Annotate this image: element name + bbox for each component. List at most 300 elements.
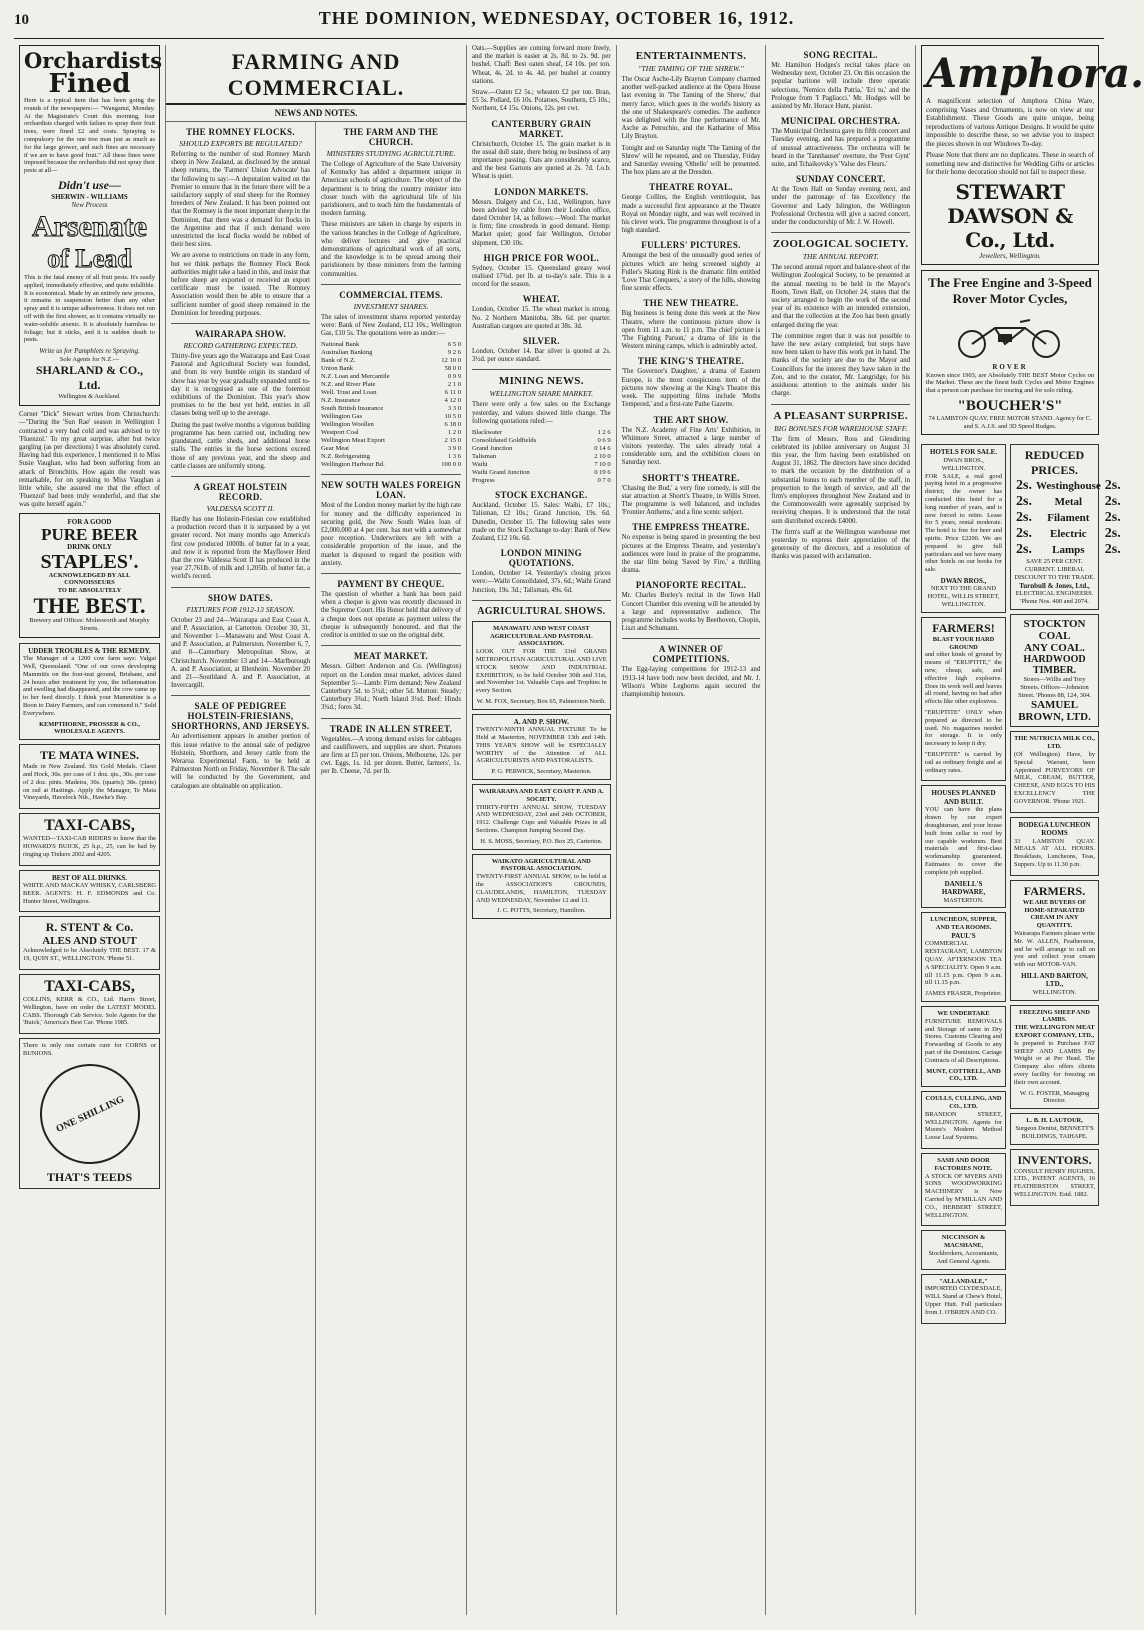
quotation-price: 1 2 0: [447, 429, 461, 437]
ad-headline: "ALLANDALE,": [939, 1277, 988, 1285]
column-ads-left: [14, 45, 166, 1615]
ad-headline: FREEZING SHEEP AND LAMBS.: [1019, 1008, 1090, 1024]
lamp-price-cell: 2s.: [1016, 478, 1032, 494]
lamp-price-cell: 2s.: [1104, 542, 1121, 558]
mining-quotation-table: [472, 429, 611, 485]
article-paragraph: During the past twelve months a vigorous building programme has been carried out, including new grandstand, cattle sheds, and additional horse stalls. The entries in the horse sections exceed those of any previous year, and the sheep and cattle classes are uniformly strong.: [171, 421, 310, 470]
lamp-price-cell: 2s.: [1104, 478, 1121, 494]
headline: THE KING'S THEATRE.: [637, 356, 745, 367]
quotation-name: Waihi Grand Junction: [472, 469, 530, 477]
quotation-price: 6 11 0: [444, 389, 461, 397]
subheadline: RECORD GATHERING EXPECTED.: [183, 341, 298, 351]
ad-hotels-for-sale: [921, 444, 1006, 612]
lamp-price-cell: Westinghouse: [1035, 480, 1101, 493]
ad-headline: Orchardists: [24, 48, 163, 73]
quotation-row: [321, 373, 461, 381]
ad-meat-export: [1010, 1005, 1099, 1110]
ad-headline: COULLS, CULLING, AND CO., LTD.: [925, 1095, 1002, 1110]
lamp-price-cell: 2s.: [1104, 494, 1121, 510]
ad-process: New Process: [71, 201, 108, 210]
subheadline: MINISTERS STUDYING AGRICULTURE.: [326, 149, 456, 158]
lamp-price-cell: Filament: [1047, 512, 1090, 525]
masthead: [14, 8, 1104, 39]
ad-text: Here is a typical item that has been going the rounds of the newspapers:— "Wanganui, Monday. At the Magistrate's Court this morning, four orchardists charged with failure to spray their fruit trees, were fined £2 and costs. Spraying is compulsory for the one tree man just as much as for the large grower, and such fines are necessary if we are to have good fruit." All these fines were imposed because the orchardists did not spray their pests at all—: [24, 97, 155, 175]
ad-headline: HOTELS FOR SALE.: [929, 448, 998, 457]
ad-allandale: [921, 1274, 1006, 1324]
ad-te-mata-wines: [19, 744, 160, 809]
article-paragraph: Auckland, October 15. Sales: Waihi, £7 10s.; Talisman, £2 10s.; Grand Junction, 19s. 6d. Dunedin, October 15. The following sales were made on the Stock Exchange to-day: Bank of New Zealand, £12 10s. 6d.: [472, 502, 611, 542]
ad-line: DRINK ONLY: [67, 543, 112, 552]
ad-best-drinks: [19, 870, 160, 913]
article-paragraph: No expense is being spared in presenting the best pictures at the Empress Theatre, and yesterday's audiences were loud in praise of the programme, the star film being 'Saved by Fire,' a thrilling drama.: [621, 534, 761, 575]
headline: THE NEW THEATRE.: [643, 298, 739, 309]
article-paragraph: Christchurch, October 15. The grain market is in the usual dull state, there being no business of any importance passing. Oats are considerably scarce, and the best Gartons are quoted at 2s. 7d. f.o.b. Wheat is quiet.: [472, 140, 611, 181]
quotation-price: 4 12 0: [444, 397, 461, 405]
lamp-price-cell: 2s.: [1104, 510, 1121, 526]
ad-stent-ales: [19, 916, 160, 970]
quotation-price: 10 5 0: [444, 413, 461, 421]
headline: TRADE IN ALLEN STREET.: [329, 723, 453, 734]
ad-bodega-rooms: [1010, 817, 1099, 876]
headline: NEW SOUTH WALES FOREIGN LOAN.: [321, 480, 461, 501]
quotation-price: 9 2 6: [447, 349, 461, 357]
quotation-price: 2 15 0: [444, 437, 461, 445]
ad-text: Known since 1903, are Absolutely THE BEST Motor Cycles on the Market. These are the finest built Cycles and Motor Engines that a person can purchase for touring and for solo riding.: [926, 371, 1095, 395]
quotation-price: 6 5 0: [447, 341, 461, 349]
article-paragraph: George Collins, the English ventriloquist, has made a successful first appearance at the Theatre Royal on Monday night, and was well received in his clever work. The programme throughout is of a high standard.: [621, 194, 761, 235]
ad-subheadline: Fined: [48, 69, 131, 99]
headline: FULLERS' PICTURES.: [641, 240, 741, 251]
lamp-price-row: [1014, 494, 1123, 510]
quotation-name: Gear Meat: [321, 445, 350, 453]
column-farming-1: [166, 122, 316, 1615]
ad-headline: REDUCED PRICES.: [1024, 448, 1085, 478]
ad-headline: FARMERS!: [932, 620, 995, 635]
article-paragraph: The question of whether a bank has been paid when a cheque is given was recently discussed in the Supreme Court. His Honor held that delivery of a cheque does not operate as payment unless the cheque is subsequently honoured, and that the creditor is entitled to sue on the original debt.: [321, 591, 461, 640]
article-paragraph: Sydney, October 15. Queensland greasy wool realised 17¾d. per lb. at to-day's sale. This is a record for the season.: [472, 264, 611, 289]
section-farming-commercial: [166, 45, 467, 1615]
subheadline: SHOULD EXPORTS BE REGULATED?: [179, 139, 302, 148]
ad-headline: ANY COAL.: [1024, 641, 1085, 654]
article-paragraph: The College of Agriculture of the State University of Kentucky has added a department unique in American schools of agriculture. The object of the department is to bring the country minister into closer touch with the agricultural life of his parishioners, and to teach him the fundamentals of modern farming.: [321, 161, 461, 218]
article-paragraph: Vegetables.—A strong demand exists for cabbages and cauliflowers, and supplies are short. Potatoes are firm at £5 per ton. Onions, Melbourne, 12s. per cwt. Eggs, 1s. 1d. per dozen. Butter, farmers', 1s. per lb. Cheese, 7d. per lb.: [321, 735, 461, 776]
subheadline: BIG BONUSES FOR WAREHOUSE STAFF.: [774, 423, 908, 433]
column-ads-right: [916, 45, 1144, 1615]
ad-write: Write us for Pamphlets re Spraying.: [39, 347, 140, 356]
quotation-name: Well. Trust and Loan: [321, 389, 377, 397]
ad-reduced-prices: [1010, 444, 1121, 609]
headline: THE ROMNEY FLOCKS.: [186, 127, 295, 137]
headline: HIGH PRICE FOR WOOL.: [483, 252, 600, 263]
headline: LONDON MINING QUOTATIONS.: [500, 548, 582, 569]
headline: THE FARM AND THE CHURCH.: [343, 127, 439, 147]
quotation-name: Blackwater: [472, 429, 503, 437]
quotation-row: [472, 445, 611, 453]
article-paragraph: The firm of Messrs. Ross and Glendining celebrated its jubilee anniversary on August 31 this year, the firm having been established on August 31, 1862. The directors have since decided to mark the occasion by the distribution of a substantial bonus to each member of the staff, in proportion to the length of service, and all the firm's employees throughout New Zealand and in the Commonwealth were agreeably surprised by receiving cheques. It is understood that the total sum distributed exceeds £4000.: [771, 435, 911, 525]
ad-headline: BODEGA LUNCHEON ROOMS: [1018, 820, 1091, 838]
lamp-price-cell: Metal: [1054, 496, 1083, 509]
ad-agents: Sole Agents for N.Z.—: [59, 355, 120, 363]
ad-headline: LUNCHEON, SUPPER, AND TEA ROOMS.: [930, 916, 997, 932]
ad-text: IMPORTED CLYDESDALE, WILL Stand at Chew's Hotel, Upper Hutt. Full particulars from J. O'BRIEN AND CO.: [925, 1285, 1003, 1316]
subheadline: VALDESSA SCOTT II.: [206, 503, 275, 513]
quotation-price: 3 9 0: [447, 445, 461, 453]
quotation-price: 3 3 0: [447, 405, 461, 413]
ad-lautour-dentist: [1010, 1113, 1099, 1144]
lamp-price-cell: 2s.: [1104, 526, 1121, 542]
lamp-price-row: [1014, 542, 1123, 558]
quotation-name: Talisman: [472, 453, 497, 461]
ad-firm: SAMUEL BROWN, LTD.: [1018, 699, 1091, 724]
headline: PAYMENT BY CHEQUE.: [337, 579, 445, 590]
quotation-name: Wellington Gas: [321, 413, 363, 421]
ad-question: Didn't use—: [57, 177, 121, 192]
ad-text: BRANDON STREET, WELLINGTON. Agents for Moore's Modern Method Loose Leaf Systems.: [925, 1110, 1003, 1142]
ad-firm-sub: MASTERTON.: [943, 896, 984, 904]
ad-wairarapa-show: [472, 784, 611, 850]
headline: MEAT MARKET.: [353, 651, 429, 662]
ad-footer: J. C. POTTS, Secretary, Hamilton.: [497, 907, 586, 915]
ad-firm: NICCINSON & MACSHANE,: [941, 1234, 986, 1250]
quotation-name: Union Bank: [321, 365, 354, 373]
ad-text: WHITE AND MACKAY WHISKY, CARLSBERG BEER. AGENTS: H. F. EDMONDS and Co. Hunter Street, Wellington.: [23, 882, 156, 905]
ad-headline: MANAWATU AND WEST COAST AGRICULTURAL AND PASTORAL ASSOCIATION.: [490, 624, 593, 648]
ad-headline: HOUSES PLANNED AND BUILT.: [931, 789, 996, 806]
ad-body: This is the fatal enemy of all fruit pests. It's easily applied, immediately effective, and quite infallible. It is economical. Made by an entirely new process, it remains in suspension better than any other spray and it is unique adhesiveness. It does not run off with the first shower, as it contains virtually no water-soluble arsenic. It is absolutely harmless to foliage; but it sticks, and it is sudden death to pests.: [24, 273, 155, 344]
ad-headline: WAIKATO AGRICULTURAL AND PASTORAL ASSOCIATION.: [491, 857, 591, 873]
ad-teeds-corn-cure: [19, 1038, 160, 1189]
quotation-row: [321, 445, 461, 453]
ad-headline: FARMERS.: [1023, 883, 1086, 898]
ad-firm-sub: Surgeon Dentist, BENNETT'S BUILDINGS, TAIHAPE.: [1015, 1125, 1094, 1140]
section-subbanner: NEWS AND NOTES.: [166, 105, 466, 122]
article-paragraph: 'The Governor's Daughter,' a drama of Eastern Europe, is the most conspicuous item of the pictures now showing at the King's Theatre this week. The supporting films include 'Moths Tempered,' and a first-rate Pathe Gazette.: [621, 368, 761, 409]
ad-text: A STOCK OF MYERS AND SONS WOODWORKING MACHINERY is Now Carried by M'MILLAN AND CO., HERBERT STREET, WELLINGTON.: [925, 1172, 1003, 1219]
headline: A PLEASANT SURPRISE.: [773, 409, 908, 422]
ad-headline: THE NUTRICIA MILK CO., LTD.: [1014, 735, 1095, 751]
ad-big-word-2: of Lead: [47, 243, 132, 273]
article-paragraph: London, October 14. Bar silver is quoted at 2s. 3½d. per ounce standard.: [472, 348, 611, 364]
headline: AGRICULTURAL SHOWS.: [477, 605, 606, 617]
ad-text: COLLINS, KERR & CO., Ltd. Harris Street, Wellington, have on order the LATEST MODEL CABS. Thorough Cab Service. Sole Agents for the 'Buick,' America's Best Car. 'Phone 1985.: [23, 995, 156, 1027]
ad-footer: W. G. FOSTER, Managing Director.: [1019, 1089, 1090, 1105]
quotation-row: [472, 429, 611, 437]
quotation-row: [472, 477, 611, 485]
lamp-price-cell: Lamps: [1052, 544, 1085, 557]
quotation-price: 2 10 0: [594, 453, 611, 461]
ad-subheadline: DWAN BROS., WELLINGTON.: [941, 456, 986, 472]
headline: SHORTT'S THEATRE.: [642, 472, 740, 483]
quotation-name: Wellington Meat Export: [321, 437, 385, 445]
subheadline: WELLINGTON SHARE MARKET.: [489, 389, 594, 399]
ad-footer: P. G. PERWICK, Secretary, Masterton.: [491, 768, 592, 776]
ad-coulls-culling: [921, 1091, 1006, 1149]
article-paragraph: Referring to the number of stud Romney Marsh sheep in New Zealand, as disclosed by the annual sheep returns, the 'Farmers' Union Advocate' has the following to say:—A deputation waited on the Premier to ensure that in the future there will be a satisfactory supply of stud sheep for the Romney breeders of New Zealand. It has been pointed out that the Romney is the most important sheep in the Dominion, that there was a demand for flocks in the Argentine and that if such demand were unrestricted the local flocks would be robbed of their best sires.: [171, 151, 310, 249]
ad-headline: INVENTORS.: [1017, 1152, 1092, 1167]
ad-text: TWENTY-NINTH ANNUAL FIXTURE To be Held at Masterton, NOVEMBER 13th and 14th. THIS YEAR'S SHOW will be ESPECIALLY WORTHY of the Attention of ALL AGRICULTURISTS AND PASTORALISTS.: [476, 726, 607, 765]
quotation-row: [321, 461, 461, 469]
ad-headline: TE MATA WINES.: [39, 748, 140, 763]
ad-firm: "BOUCHER'S": [957, 397, 1063, 414]
quotation-row: [321, 437, 461, 445]
headline: A WINNER OF COMPETITIONS.: [652, 644, 730, 665]
quotation-row: [321, 405, 461, 413]
section-banner: FARMING AND COMMERCIAL.: [166, 45, 466, 105]
ad-text: THIRTY-FIFTH ANNUAL SHOW, TUESDAY AND WEDNESDAY, 23rd and 24th OCTOBER, 1912. Challenge Cups and Valuable Prizes in all Sections. Champion Jumping Second Day.: [476, 803, 607, 834]
ad-big-word-1: Arsenate: [32, 209, 147, 243]
headline: STOCK EXCHANGE.: [495, 490, 588, 501]
article-paragraph: Most of the London money market by the high rate for money and the difficulty experienced in securing gold, the New South Wales loan of £2,000,000 at 4 per cent. has met with a somewhat poor reception. Underwriters are left with a considerable proportion of the issue, and the market is disposed to regard the position with anxiety.: [321, 502, 461, 567]
quotation-price: 0 14 6: [594, 445, 611, 453]
ad-text: "ERUPTITE" ONLY when prepared as directed to be used. No magazines needed for storage. It is only necessary to keep it dry.: [925, 709, 1003, 748]
ad-rover-cycles: [921, 270, 1099, 435]
headline: SONG RECITAL.: [803, 50, 878, 60]
ad-subheadline: WE ARE BUYERS OF HOME-SEPARATED CREAM IN ANY QUANTITY.: [1022, 898, 1087, 930]
ad-line: ACKNOWLEDGED BY ALL: [48, 571, 131, 579]
ad-firm-sub: Stockbrokers, Accountants, And General Agents.: [928, 1249, 999, 1265]
quotation-row: [321, 357, 461, 365]
ad-column-left: [921, 440, 1006, 1327]
ad-text: Acknowledged to be Absolutely THE BEST. 17 & 19, QUIN ST., WELLINGTON. 'Phone 51.: [23, 947, 156, 963]
column-entertainments: [617, 45, 767, 1615]
quotation-row: [321, 453, 461, 461]
quotation-row: [321, 429, 461, 437]
ad-firm: KEMPTHORNE, PROSSER & CO., WHOLESALE AGENTS.: [39, 720, 140, 736]
quotation-name: Progress: [472, 477, 495, 485]
ad-inventors: [1010, 1149, 1099, 1206]
ad-firm-sub: 74 LAMBTON QUAY. FREE MOTOR STAND. Agency for C. and S. A.J.S. and 3D Speed Rudges.: [928, 414, 1092, 430]
subheadline: FIXTURES FOR 1912-13 SEASON.: [186, 604, 295, 614]
headline: MINING NEWS.: [498, 375, 584, 388]
ad-headline: SASH AND DOOR FACTORIES NOTE.: [934, 1156, 993, 1172]
ad-column-right: [1010, 440, 1121, 1327]
quotation-name: South British Insurance: [321, 405, 384, 413]
ad-niccinson: [921, 1230, 1006, 1269]
headline: MUNICIPAL ORCHESTRA.: [781, 116, 901, 127]
newspaper-title: THE DOMINION, WEDNESDAY, OCTOBER 16, 1912.: [318, 8, 795, 28]
ad-firm: MUNT, COTTRELL, AND CO., LTD.: [926, 1067, 1001, 1083]
ad-text: LOOK OUT FOR THE 33rd GRAND METROPOLITAN AGRICULTURAL AND LIVE STOCK SHOW AND INDUSTRIAL EXHIBITION, to be held October 30th and 31st, and November 1st. Valuable Cups and Trophies in every Section.: [476, 648, 607, 695]
ad-firm-sub: NEXT TO THE GRAND HOTEL, WILLIS STREET, WELLINGTON.: [927, 585, 1000, 609]
quotation-name: Westport Coal: [321, 429, 359, 437]
ad-headline: Amphora.: [926, 50, 1144, 97]
ad-subheadline: BLAST YOUR HARD GROUND: [932, 635, 995, 651]
quotation-price: 6 18 0: [444, 421, 461, 429]
ad-firm: PAUL'S: [951, 931, 976, 940]
lamp-price-row: [1014, 526, 1123, 542]
article-paragraph: Straw.—Oaten £2 5s.; wheaten £2 per ton. Bran, £5 5s. Pollard, £6 10s. Potatoes, Southern, £5 10s.; Northern, £4 15s. Onions, 12s. per cwt.: [472, 89, 611, 113]
article-paragraph: Mr. Charles Burley's recital in the Town Hall Concert Chamber this evening will be attended by a large and representative audience. The programme includes works by Beethoven, Chopin, Liszt and Schumann.: [621, 592, 761, 633]
article-paragraph: The N.Z. Academy of Fine Arts' Exhibition, in Whitmore Street, attracted a large number of visitors yesterday. The sales already total a considerable sum, and the exhibition closes on Saturday next.: [621, 426, 761, 467]
ad-text: COMMERCIAL RESTAURANT, LAMBTON QUAY. AFTERNOON TEA A SPECIALITY. Open 9 a.m. till 11.15 p.m. Open 9 a.m. till 11.15 p.m.: [925, 940, 1003, 987]
ad-line: Brewery and Offices: Molesworth and Murphy Streets.: [29, 617, 150, 632]
lamp-price-cell: Electric: [1050, 528, 1087, 541]
headline: ENTERTAINMENTS.: [635, 50, 747, 62]
quotation-price: 0 9 9: [447, 373, 461, 381]
quotation-row: [321, 421, 461, 429]
article-paragraph: Messrs. Gilbert Anderson and Co. (Wellington) report on the London meat market, advices dated September 5:—Lamb: Firm demand; New Zealand Canterbury 5d. to 5½d.; other 5d. Mutton: Steady; Canterbury 3¾d.; North Island 3½d. Beef: Hinds 3¾d.; fores 3d.: [321, 663, 461, 712]
ad-text: There is only one certain cure for CORNS or BUNIONS.: [23, 1042, 156, 1057]
ad-text: Stores—Willis and Tory Streets. Offices—Johnston Street. 'Phones 88, 124, 304.: [1018, 675, 1091, 699]
ad-firm: HILL AND BARTON, LTD.,: [1021, 971, 1088, 989]
ad-text: Wairarapa Farmers please write Mr. W. ALLEN, Featherston, and he will arrange to call on you and collect your cream with our MOTOR-VAN.: [1014, 929, 1096, 969]
lamp-price-row: [1014, 510, 1123, 526]
ad-headline: UDDER TROUBLES & THE REMEDY.: [28, 646, 151, 655]
article-paragraph: There were only a few sales on the Exchange yesterday, and values showed little change. The following quotations ruled:—: [472, 401, 611, 425]
ad-firm: DWAN BROS.,: [940, 576, 987, 585]
ad-stockton-coal: [1010, 614, 1099, 727]
ad-line: STAPLES'.: [40, 550, 139, 573]
quotation-row: [472, 453, 611, 461]
ad-firm-sub: WELLINGTON.: [1032, 988, 1077, 996]
article-paragraph: These ministers are taken in charge by experts in the various branches in the College of Agriculture, who deliver lectures and give practical demonstrations of agricultural work of all sorts, and the knowledge is to be spread among their parishioners by these ministers from the farming communities.: [321, 221, 461, 278]
ad-firm: DANIELL'S HARDWARE,: [941, 879, 986, 897]
column-markets: [467, 45, 617, 1615]
headline: SHOW DATES.: [208, 592, 273, 603]
headline: THEATRE ROYAL.: [649, 182, 733, 193]
headline: WHEAT.: [522, 294, 560, 305]
ad-line: FOR A GOOD: [67, 517, 112, 526]
ad-brand: SHERWIN - WILLIAMS: [51, 192, 128, 201]
quotation-row: [321, 349, 461, 357]
quotation-name: Consolidated Goldfields: [472, 437, 537, 445]
quotation-name: Bank of N.Z.: [321, 357, 356, 365]
ad-nutricia-milk: [1010, 731, 1099, 812]
ad-masterton-show: [472, 714, 611, 780]
lamp-price-cell: 2s.: [1016, 542, 1032, 558]
quotation-row: [321, 389, 461, 397]
quotation-price: 1 2 6: [597, 429, 611, 437]
ad-firm: Turnbull & Jones, Ltd.,: [1019, 581, 1090, 590]
ad-farmers-cream: [1010, 880, 1099, 1001]
subheadline: THE ANNUAL REPORT.: [802, 252, 879, 262]
quotation-price: 1 3 6: [447, 453, 461, 461]
lamp-price-cell: 2s.: [1016, 526, 1032, 542]
ad-stamp: ONE SHILLING: [23, 1047, 156, 1180]
ad-subheadline: ALES AND STOUT: [42, 935, 137, 948]
ad-firm-sub: Jewellers, Wellington.: [979, 251, 1041, 260]
ad-brand: ROVER: [992, 363, 1028, 371]
ad-headline: TAXI-CABS,: [44, 977, 135, 995]
lamp-price-cell: 2s.: [1016, 494, 1032, 510]
ad-text: 33 LAMBTON QUAY. MEALS AT ALL HOURS. Breakfasts, Luncheons, Teas, Suppers. Up to 11.30 p.m.: [1014, 837, 1096, 868]
ad-footer: H. S. MOSS, Secretary, P.O. Box 25, Carterton.: [480, 837, 603, 845]
headline: COMMERCIAL ITEMS.: [339, 289, 443, 300]
article-paragraph: At the Town Hall on Sunday evening next, and under the patronage of his Excellency the Governor and Lady Islington, the Wellington Professional Orchestra will give a sacred concert, under the conductorship of Mr. J. W. Howell.: [771, 186, 911, 227]
headline: SILVER.: [522, 336, 560, 347]
lamp-price-cell: 2s.: [1016, 510, 1032, 526]
ad-text: Is prepared to Purchase FAT SHEEP AND LAMBS By Weight or at Per Head. The Company also offers clients every facility for freezing on their own account.: [1014, 1039, 1096, 1086]
ad-text: and other kinds of ground by means of "ERUPTITE," the new, cheap, safe, and effective high explosive. Does its work well and leaves all round, having no bad after effects like other explosives.: [925, 651, 1003, 706]
ad-text: CONSULT HENRY HUGHES, LTD., PATENT AGENTS, 16 FEATHERSTON STREET, WELLINGTON. Estd. 1882.: [1014, 1167, 1096, 1199]
ad-text: "ERUPTITE" is carried by rail as ordinary freight and at ordinary rates.: [925, 750, 1003, 774]
article-paragraph: Amongst the best of the unusually good series of pictures which are being screened nightly at Fuller's Skating Rink is the dramatic film entitled 'Love That Conquers,' a story of the hills, showing fine scenic effects.: [621, 252, 761, 293]
ad-text: The Manager of a 1200 cow farm says: Valgai Well, Queensland. "One of our cows developing Mammitis on the four-teat ground, Brisbane, and 24 hours after treatment by you, the inflammation and swelling had disappeared, and the cow came up to her feed directly. I think your Mammitine is a Boon to Dairy Farmers, and can commend it." Sold Everywhere.: [23, 655, 156, 717]
ad-firm: L. B. H. LAUTOUR,: [1026, 1117, 1083, 1125]
article-paragraph: Tonight and on Saturday night 'The Taming of the Shrew' will be repeated, and on Thursday, Friday and Saturday evening 'Othello' will be presented. The box plans are at the Dresden.: [621, 144, 761, 177]
quotation-name: N.Z. Loan and Mercantile: [321, 373, 390, 381]
quotation-row: [472, 437, 611, 445]
ad-headline: WAIRARAPA AND EAST COAST P. AND A. SOCIETY.: [478, 787, 604, 803]
quotation-name: N.Z. Refrigerating: [321, 453, 370, 461]
quotation-price: 100 0 0: [441, 461, 461, 469]
ad-firm-sub: ELECTRICAL ENGINEERS. 'Phone Nos. 400 and 2074.: [1015, 590, 1094, 606]
ad-text: (Of Wellington) Have, by Special Warrant, been Appointed PURVEYORS OF MILK, CREAM, BUTTER, CHEESE, AND EGGS TO HIS EXCELLENCY THE GOVERNOR. 'Phone 1921.: [1014, 750, 1096, 805]
quotation-name: Grand Junction: [472, 445, 513, 453]
headline: LONDON MARKETS.: [494, 186, 589, 197]
quotation-row: [321, 381, 461, 389]
ad-taxi-cabs-howard: [19, 813, 160, 865]
article-paragraph: Hardly has one Holstein-Friesian cow established a production record than it is surpassed by a yet greater record. Not many months ago America's first cow produced 1000lb. of butter fat in a year, and now it is reported from the Mayflower Herd that the cow Valdessa Scott II has produced in the year 27,761lb. of milk and 1,205lb. of butter fat, a world's record.: [171, 515, 310, 581]
headline: SUNDAY CONCERT.: [795, 174, 886, 185]
quotation-price: 2 1 0: [447, 381, 461, 389]
ad-headline: The Free Engine and 3-Speed Rover Motor Cycles,: [928, 275, 1092, 306]
ad-footer: JAMES FRASER, Proprietor.: [925, 990, 1002, 998]
ad-text: YOU can have the plans drawn by our expert draughtsman, and your house built from cellar to roof by our capable workmen. Best materials and first-class workmanship guaranteed. Estimates to cover the complete job supplied.: [925, 806, 1003, 876]
quotation-price: 7 10 0: [594, 461, 611, 469]
ad-footer: W. M. FOX, Secretary, Box 65, Palmerston North.: [476, 697, 606, 705]
ad-footer: THAT'S TEEDS: [46, 1169, 133, 1184]
headline: PIANOFORTE RECITAL.: [635, 580, 747, 591]
ad-line: CONNOISSEURS: [64, 579, 115, 587]
ad-headline: WE UNDERTAKE: [937, 1010, 990, 1018]
headline: SALE OF PEDIGREE HOLSTEIN-FRIESIANS, SHORTHORNS, AND JERSEYS.: [171, 701, 310, 732]
ad-sash-door: [921, 1153, 1006, 1226]
quotation-name: N.Z. Insurance: [321, 397, 361, 405]
quotation-name: N.Z. and River Plate: [321, 381, 376, 389]
quotation-name: Australian Banking: [321, 349, 373, 357]
article-paragraph: London, October 15. The wheat market is strong. No. 2 Northern Manitoba, 38s. 6d. per quarter. Australian cargoes are quoted at 38s. 3d.: [472, 306, 611, 330]
ad-line: TO BE ABSOLUTELY: [57, 587, 122, 595]
article-paragraph: October 23 and 24—Wairarapa and East Coast A. and P. Association, at Carterton. October 30, 31, and November 1—Manawatu and West Coast A. and P. Association, at Palmerston. November 6, 7, and 8—Canterbury Metropolitan Show, at Christchurch. November 13 and 14—Marlborough A. and P. Association, at Blenheim. November 20 and 21—Southland A. and P. Association, at Invercargill.: [171, 616, 310, 690]
ad-text: FURNITURE REMOVALS and Storage of same in Dry Stores. Customs Clearing and Forwarding of Goods to any part of the Dominion. Cartage Contracts of all Descriptions.: [925, 1017, 1003, 1064]
ad-headline: HARDWOOD TIMBER.: [1023, 653, 1086, 676]
quotation-name: National Bank: [321, 341, 360, 349]
ad-note: Please Note that there are no duplicates. These in search of something new and distinctive for Wedding Gifts or articles for their home decoration should not fail to inspect these.: [926, 151, 1095, 176]
article-paragraph: Big business is being done this week at the New Theatre, where the continuous picture show is open from 11 a.m. to 11 p.m. The chief picture is 'The Fighting Parson,' a drama of life in the Western mining camps, which is admirably acted.: [621, 310, 761, 351]
quotation-name: Waihi: [472, 461, 488, 469]
headline: THE EMPRESS THEATRE.: [632, 522, 750, 533]
article-paragraph: London, October 14. Yesterday's closing prices were:—Waihi Consolidated, 37s. 6d.; Waihi Grand Junction, 19s. 3d.; Talisman, 49s. 6d.: [472, 570, 611, 594]
article-paragraph: Messrs. Dalgety and Co., Ltd., Wellington, have been advised by cable from their London office, dated October 14, as follows:—Wool: The market is firm; fine crossbreds in good demand. Hemp: Market quiet; good fair Wellington, October shipment, £30 10s.: [472, 198, 611, 247]
headline: A GREAT HOLSTEIN RECORD.: [193, 481, 288, 502]
ad-firm: STEWART DAWSON & Co., Ltd.: [947, 179, 1073, 252]
ad-houses-planned: [921, 785, 1006, 908]
quotation-row: [321, 341, 461, 349]
quotation-price: 0 7 0: [597, 477, 611, 485]
motorcycle-icon: [926, 307, 1094, 363]
lamp-price-row: [1014, 478, 1123, 494]
ad-taxi-cabs-collins: [19, 974, 160, 1034]
lamp-price-table: [1014, 478, 1123, 558]
article-paragraph: The firm's staff at the Wellington warehouse met yesterday to express their appreciation of the generosity of the directors, and a resolution of thanks was passed with acclamation.: [771, 528, 911, 561]
column-farming-2: [316, 122, 466, 1615]
ad-city: Wellington & Auckland.: [58, 393, 121, 401]
quotation-price: 0 19 6: [594, 469, 611, 477]
column-music-zoo: [766, 45, 916, 1615]
ad-arsenate-of-lead: [19, 45, 163, 406]
headline: CANTERBURY GRAIN MARKET.: [491, 118, 592, 139]
subheadline: INVESTMENT SHARES.: [353, 301, 429, 311]
headline: ZOOLOGICAL SOCIETY.: [772, 238, 909, 251]
article-paragraph: We are averse to restrictions on trade in any form, but we think perhaps the Romney Flock Book authorities might take a hand in this, and insist that before sheep are exported or received an export certificate must be issued. The Romney Association would then be able to ensure that a sufficient number of good sheep remained in the Dominion for breeding purposes.: [171, 252, 310, 317]
article-paragraph: The committee regret that it was not possible to have the new aviary completed, but steps have now been taken to have this work put in hand. The thanks of the society are due to the Mayor and Councillors for the interest they have taken in the Zoo, and to the curator, Mr. Langridge, for his assiduous attention to the animals under his charge.: [771, 332, 911, 398]
ad-headline: BEST OF ALL DRINKS.: [51, 873, 128, 882]
quotation-name: Wellington Harbour Bd.: [321, 461, 385, 469]
ad-manawatu-show: [472, 621, 611, 710]
article-paragraph: Mr. Hamilton Hodges's recital takes place on Wednesday next, October 23. On this occasion the popular baritone will include three operatic selections, 'Nemico della Patria,' 'Eri tu,' and the Prologue from 'I Pagliacci.' Mr. Hodges will be assisted by Mr. Horace Hunt, pianist.: [771, 62, 911, 111]
ad-text: FOR SALE, a real good paying hotel in a progressive district; the owner has conducted this hotel for a long number of years, and is now forced to retire. Lease for 5 years, rental moderate. The hotel is free for beer and spirits. Price £2200. We are prepared to give full particulars and we have many other hotels on our books for sale.: [925, 472, 1003, 574]
